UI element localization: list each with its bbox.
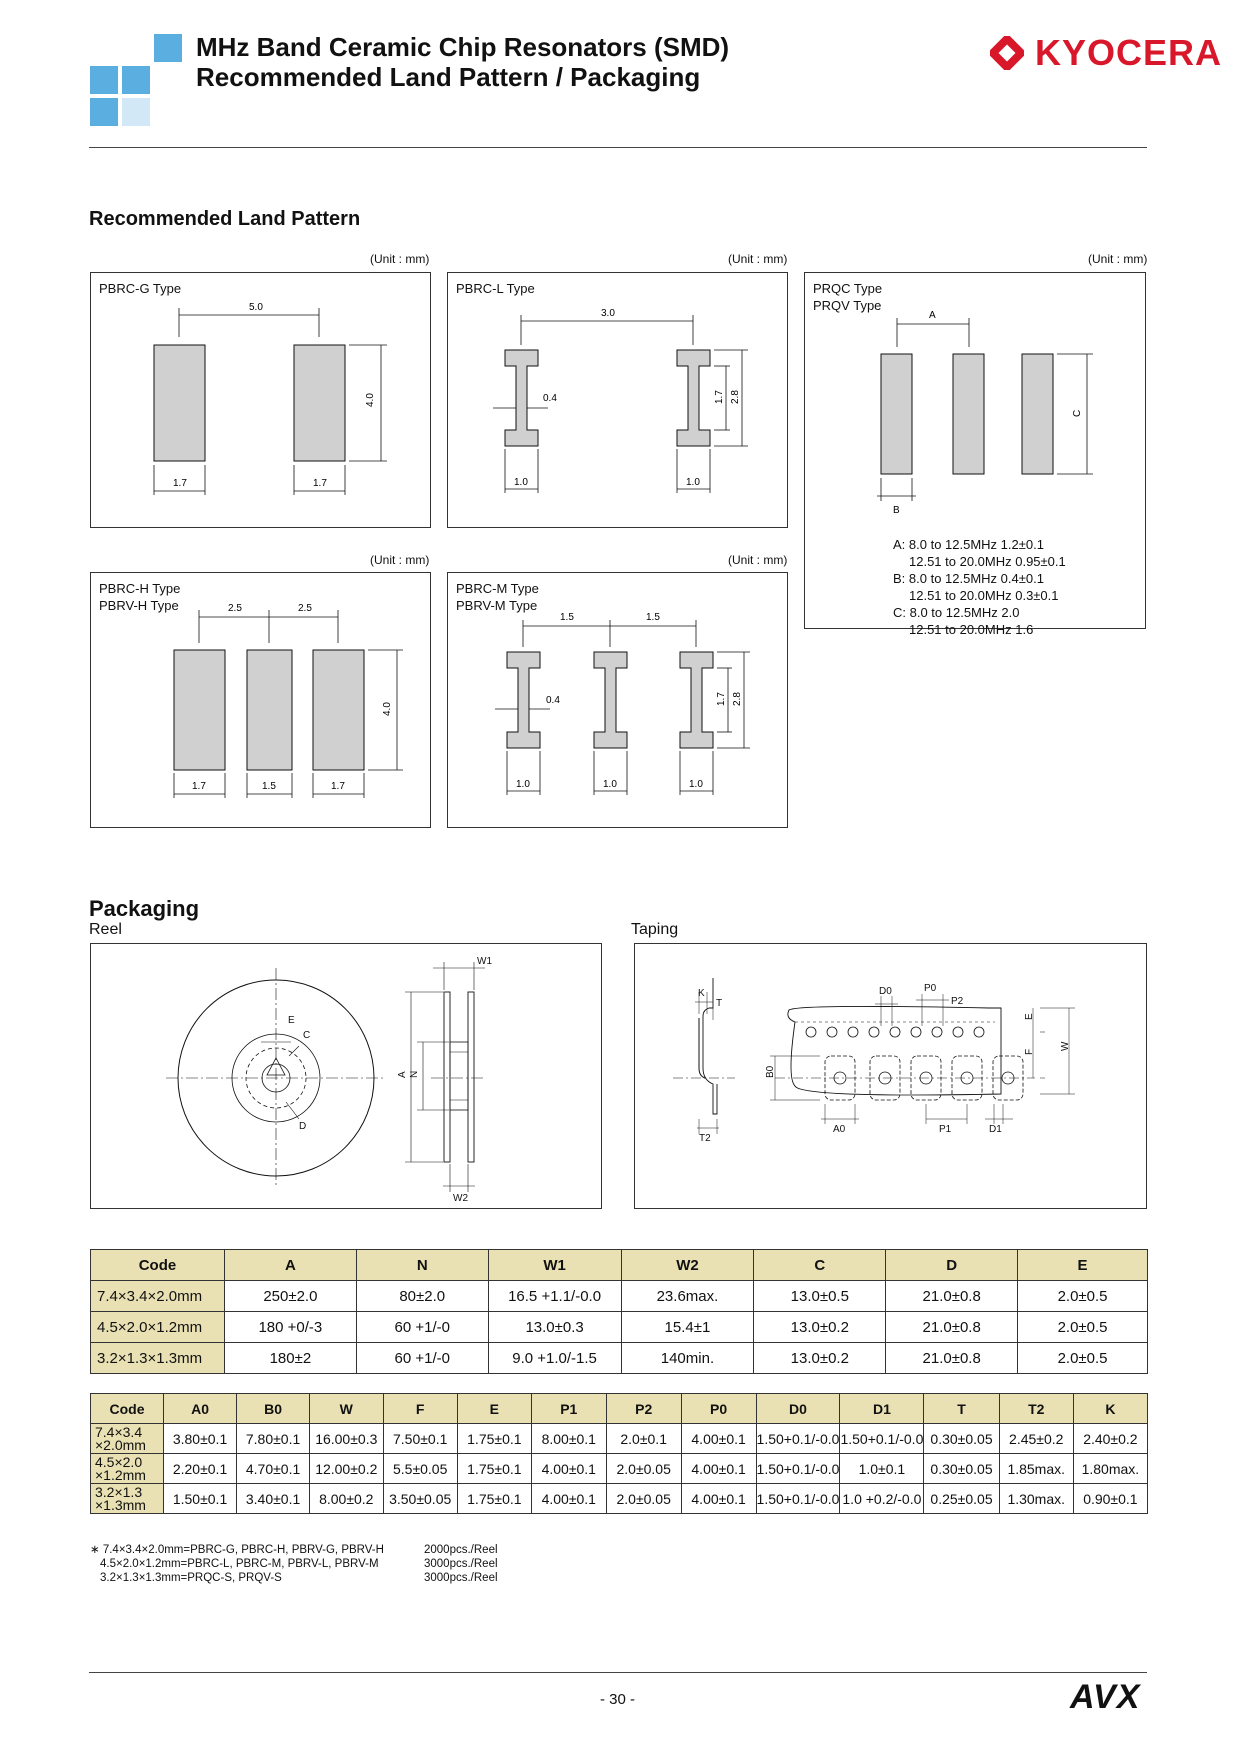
column-header: B0 bbox=[237, 1394, 310, 1424]
table-cell: 21.0±0.8 bbox=[886, 1312, 1018, 1343]
table-cell: 80±2.0 bbox=[356, 1281, 488, 1312]
column-header: E bbox=[1018, 1250, 1148, 1281]
table-cell: 180 +0/-3 bbox=[224, 1312, 356, 1343]
kyocera-logo: KYOCERA bbox=[990, 32, 1222, 74]
column-header: D bbox=[886, 1250, 1018, 1281]
column-header: C bbox=[754, 1250, 886, 1281]
dim-p1: P1 bbox=[939, 1124, 952, 1135]
dim-height: 2.8 bbox=[732, 692, 743, 706]
table-cell: 2.0±0.05 bbox=[606, 1484, 681, 1514]
reel-quantity-notes bbox=[90, 1543, 498, 1585]
table-cell: 1.75±0.1 bbox=[457, 1484, 531, 1514]
column-header: W bbox=[310, 1394, 383, 1424]
packaging-heading: Packaging bbox=[89, 896, 200, 921]
table-cell: 2.0±0.5 bbox=[1018, 1281, 1148, 1312]
table-cell: 5.5±0.05 bbox=[383, 1454, 457, 1484]
table-cell: 60 +1/-0 bbox=[356, 1343, 488, 1374]
table-cell: 13.0±0.2 bbox=[754, 1343, 886, 1374]
prqc-land-pattern bbox=[804, 272, 1146, 637]
dim-height: 4.0 bbox=[382, 702, 393, 716]
table-cell: 3.2×1.3×1.3mm bbox=[91, 1343, 225, 1374]
dim-w1: W1 bbox=[477, 956, 492, 967]
dim-width: 1.0 bbox=[516, 779, 530, 790]
dim-width: 1.7 bbox=[313, 478, 327, 489]
dim-width: 1.7 bbox=[331, 781, 345, 792]
column-header: A bbox=[224, 1250, 356, 1281]
table-cell: 4.00±0.1 bbox=[681, 1484, 756, 1514]
taping-spec-table bbox=[90, 1393, 1148, 1514]
dim-height: 1.7 bbox=[716, 692, 727, 706]
table-cell: 180±2 bbox=[224, 1343, 356, 1374]
table-cell: 8.00±0.2 bbox=[310, 1484, 383, 1514]
dim-width: 1.0 bbox=[689, 779, 703, 790]
logo-square bbox=[90, 66, 118, 94]
table-row bbox=[91, 1484, 1148, 1514]
dim-neck: 0.4 bbox=[546, 695, 560, 706]
page-title: MHz Band Ceramic Chip Resonators (SMD) Recommended Land Pattern / Packaging bbox=[196, 32, 730, 92]
table-row bbox=[91, 1424, 1148, 1454]
dim-c: C bbox=[1072, 409, 1083, 417]
dim-spacing: 2.5 bbox=[228, 603, 242, 614]
dim-height: 1.7 bbox=[714, 390, 725, 404]
table-cell: 3.40±0.1 bbox=[237, 1484, 310, 1514]
column-header: W2 bbox=[621, 1250, 754, 1281]
table-cell: 23.6max. bbox=[621, 1281, 754, 1312]
dim-spacing: 1.5 bbox=[560, 612, 574, 623]
table-cell: 4.00±0.1 bbox=[531, 1484, 606, 1514]
dim-k: K bbox=[698, 988, 705, 999]
logo-square bbox=[122, 98, 150, 126]
pbrc-m-land-pattern bbox=[447, 572, 788, 828]
table-row bbox=[91, 1281, 1148, 1312]
column-header: D0 bbox=[756, 1394, 840, 1424]
dim-w: W bbox=[1060, 1041, 1071, 1051]
dim-span: 5.0 bbox=[249, 302, 263, 313]
table-cell: 16.00±0.3 bbox=[310, 1424, 383, 1454]
type-label: PBRC-M Type PBRV-M Type bbox=[456, 581, 539, 613]
avx-logo: AVX bbox=[1070, 1678, 1141, 1716]
column-header: W1 bbox=[488, 1250, 621, 1281]
table-cell: 1.80max. bbox=[1073, 1454, 1147, 1484]
table-cell: 1.85max. bbox=[999, 1454, 1073, 1484]
table-cell: 1.0±0.1 bbox=[840, 1454, 924, 1484]
reel-label: Reel bbox=[89, 921, 122, 938]
dim-span: 3.0 bbox=[601, 308, 615, 319]
unit-note: (Unit : mm) bbox=[728, 553, 788, 567]
table-cell: 250±2.0 bbox=[224, 1281, 356, 1312]
unit-note: (Unit : mm) bbox=[370, 252, 430, 266]
page-number: - 30 - bbox=[600, 1691, 636, 1708]
table-cell: 15.4±1 bbox=[621, 1312, 754, 1343]
land-pattern-heading: Recommended Land Pattern bbox=[89, 208, 361, 230]
unit-note: (Unit : mm) bbox=[728, 252, 788, 266]
dim-w2: W2 bbox=[453, 1193, 468, 1204]
dim-p0: P0 bbox=[924, 983, 937, 994]
table-cell: 12.00±0.2 bbox=[310, 1454, 383, 1484]
column-header: F bbox=[383, 1394, 457, 1424]
table-header-row bbox=[91, 1394, 1148, 1424]
column-header: T bbox=[924, 1394, 999, 1424]
taping-label: Taping bbox=[631, 921, 679, 938]
dim-d1: D1 bbox=[989, 1124, 1002, 1135]
dim-p2: P2 bbox=[951, 996, 964, 1007]
type-label: PBRC-L Type bbox=[456, 281, 535, 296]
type-label: PBRC-H Type PBRV-H Type bbox=[99, 581, 181, 613]
dim-width: 1.0 bbox=[514, 477, 528, 488]
column-header: E bbox=[457, 1394, 531, 1424]
table-cell: 4.00±0.1 bbox=[681, 1424, 756, 1454]
table-cell: 2.0±0.5 bbox=[1018, 1343, 1148, 1374]
column-header: Code bbox=[91, 1394, 164, 1424]
table-cell: 2.0±0.5 bbox=[1018, 1312, 1148, 1343]
pbrc-l-land-pattern bbox=[447, 272, 788, 528]
table-cell: 1.75±0.1 bbox=[457, 1454, 531, 1484]
table-cell: 1.50+0.1/-0.0 bbox=[756, 1424, 840, 1454]
kyocera-mark-icon bbox=[990, 36, 1024, 70]
logo-square bbox=[154, 34, 182, 62]
table-cell: 4.70±0.1 bbox=[237, 1454, 310, 1484]
table-cell: 7.50±0.1 bbox=[383, 1424, 457, 1454]
column-header: N bbox=[356, 1250, 488, 1281]
dim-t2: T2 bbox=[699, 1133, 711, 1144]
dim-d0: D0 bbox=[879, 986, 892, 997]
table-cell: 0.90±0.1 bbox=[1073, 1484, 1147, 1514]
table-cell: 1.50+0.1/-0.0 bbox=[840, 1424, 924, 1454]
dim-height: 2.8 bbox=[730, 390, 741, 404]
table-cell: 0.25±0.05 bbox=[924, 1484, 999, 1514]
dim-f: F bbox=[1024, 1048, 1035, 1055]
table-cell: 3.80±0.1 bbox=[164, 1424, 237, 1454]
table-cell: 3.50±0.05 bbox=[383, 1484, 457, 1514]
dim-spacing: 2.5 bbox=[298, 603, 312, 614]
footer-rule bbox=[89, 1672, 1147, 1673]
table-cell: 4.5×2.0 ×1.2mm bbox=[91, 1454, 164, 1484]
reel-diagram bbox=[90, 943, 602, 1209]
table-cell: 140min. bbox=[621, 1343, 754, 1374]
dim-d: D bbox=[299, 1121, 307, 1132]
table-row bbox=[91, 1454, 1148, 1484]
dim-e: E bbox=[288, 1015, 295, 1026]
table-cell: 21.0±0.8 bbox=[886, 1281, 1018, 1312]
table-cell: 4.00±0.1 bbox=[531, 1454, 606, 1484]
dim-a: A bbox=[397, 1071, 408, 1078]
taping-diagram bbox=[634, 943, 1147, 1209]
dim-neck: 0.4 bbox=[543, 393, 557, 404]
unit-note: (Unit : mm) bbox=[1088, 252, 1148, 266]
dim-width: 1.7 bbox=[173, 478, 187, 489]
dim-b0: B0 bbox=[765, 1065, 776, 1078]
column-header: K bbox=[1073, 1394, 1147, 1424]
pbrc-h-land-pattern bbox=[90, 572, 431, 828]
column-header: T2 bbox=[999, 1394, 1073, 1424]
table-cell: 8.00±0.1 bbox=[531, 1424, 606, 1454]
type-label: PRQC Type PRQV Type bbox=[813, 281, 883, 313]
type-label: PBRC-G Type bbox=[99, 281, 182, 296]
table-cell: 9.0 +1.0/-1.5 bbox=[488, 1343, 621, 1374]
dim-a0: A0 bbox=[833, 1124, 846, 1135]
dim-width: 1.7 bbox=[192, 781, 206, 792]
table-cell: 1.50+0.1/-0.0 bbox=[756, 1484, 840, 1514]
table-cell: 16.5 +1.1/-0.0 bbox=[488, 1281, 621, 1312]
table-cell: 60 +1/-0 bbox=[356, 1312, 488, 1343]
table-cell: 13.0±0.5 bbox=[754, 1281, 886, 1312]
table-cell: 2.45±0.2 bbox=[999, 1424, 1073, 1454]
column-header: P2 bbox=[606, 1394, 681, 1424]
table-cell: 4.00±0.1 bbox=[681, 1454, 756, 1484]
dim-a: A bbox=[929, 310, 936, 321]
table-row bbox=[91, 1312, 1148, 1343]
table-cell: 0.30±0.05 bbox=[924, 1424, 999, 1454]
table-cell: 2.0±0.1 bbox=[606, 1424, 681, 1454]
table-cell: 7.4×3.4 ×2.0mm bbox=[91, 1424, 164, 1454]
dim-height: 4.0 bbox=[365, 393, 376, 407]
dim-n: N bbox=[409, 1070, 420, 1078]
dim-e: E bbox=[1024, 1013, 1035, 1020]
footnote-code: 4.5×2.0×1.2mm=PBRC-L, PBRC-M, PBRV-L, PBRV-M bbox=[100, 1558, 379, 1570]
logo-square bbox=[90, 98, 118, 126]
column-header: P0 bbox=[681, 1394, 756, 1424]
pbrc-g-land-pattern bbox=[90, 272, 431, 528]
table-cell: 1.30max. bbox=[999, 1484, 1073, 1514]
table-cell: 4.5×2.0×1.2mm bbox=[91, 1312, 225, 1343]
reel-spec-table bbox=[90, 1249, 1148, 1374]
table-cell: 7.80±0.1 bbox=[237, 1424, 310, 1454]
dim-c: C bbox=[303, 1030, 311, 1041]
column-header: D1 bbox=[840, 1394, 924, 1424]
footnote-code: ∗ 7.4×3.4×2.0mm=PBRC-G, PBRC-H, PBRV-G, PBRV-H bbox=[90, 1544, 384, 1556]
column-header: Code bbox=[91, 1250, 225, 1281]
dim-spacing: 1.5 bbox=[646, 612, 660, 623]
table-cell: 13.0±0.3 bbox=[488, 1312, 621, 1343]
table-cell: 1.0 +0.2/-0.0 bbox=[840, 1484, 924, 1514]
table-cell: 21.0±0.8 bbox=[886, 1343, 1018, 1374]
dim-width: 1.0 bbox=[603, 779, 617, 790]
table-cell: 1.50±0.1 bbox=[164, 1484, 237, 1514]
table-cell: 7.4×3.4×2.0mm bbox=[91, 1281, 225, 1312]
dimension-notes: A: 8.0 to 12.5MHz 1.2±0.1 12.51 to 20.0MHz 0.95±0.1 B: 8.0 to 12.5MHz 0.4±0.1 12.51 to 20.0MHz 0.3±0.1 C: 8.0 to 12.5MHz 2.0 12.51 to 20.0MHz 1.6 bbox=[893, 537, 1066, 637]
dim-t: T bbox=[716, 998, 723, 1009]
table-cell: 13.0±0.2 bbox=[754, 1312, 886, 1343]
table-cell: 2.20±0.1 bbox=[164, 1454, 237, 1484]
table-cell: 1.50+0.1/-0.0 bbox=[756, 1454, 840, 1484]
table-cell: 1.75±0.1 bbox=[457, 1424, 531, 1454]
column-header: A0 bbox=[164, 1394, 237, 1424]
header-rule bbox=[89, 147, 1147, 148]
table-row bbox=[91, 1343, 1148, 1374]
table-cell: 2.40±0.2 bbox=[1073, 1424, 1147, 1454]
table-header-row bbox=[91, 1250, 1148, 1281]
dim-width: 1.0 bbox=[686, 477, 700, 488]
column-header: P1 bbox=[531, 1394, 606, 1424]
footnote-qty: 3000pcs./Reel bbox=[424, 1572, 498, 1584]
footnote-code: 3.2×1.3×1.3mm=PRQC-S, PRQV-S bbox=[100, 1572, 282, 1584]
dim-b: B bbox=[893, 505, 900, 516]
table-cell: 2.0±0.05 bbox=[606, 1454, 681, 1484]
table-cell: 0.30±0.05 bbox=[924, 1454, 999, 1484]
footnote-qty: 3000pcs./Reel bbox=[424, 1558, 498, 1570]
table-cell: 3.2×1.3 ×1.3mm bbox=[91, 1484, 164, 1514]
unit-note: (Unit : mm) bbox=[370, 553, 430, 567]
dim-width: 1.5 bbox=[262, 781, 276, 792]
footnote-qty: 2000pcs./Reel bbox=[424, 1544, 498, 1556]
logo-square bbox=[122, 66, 150, 94]
